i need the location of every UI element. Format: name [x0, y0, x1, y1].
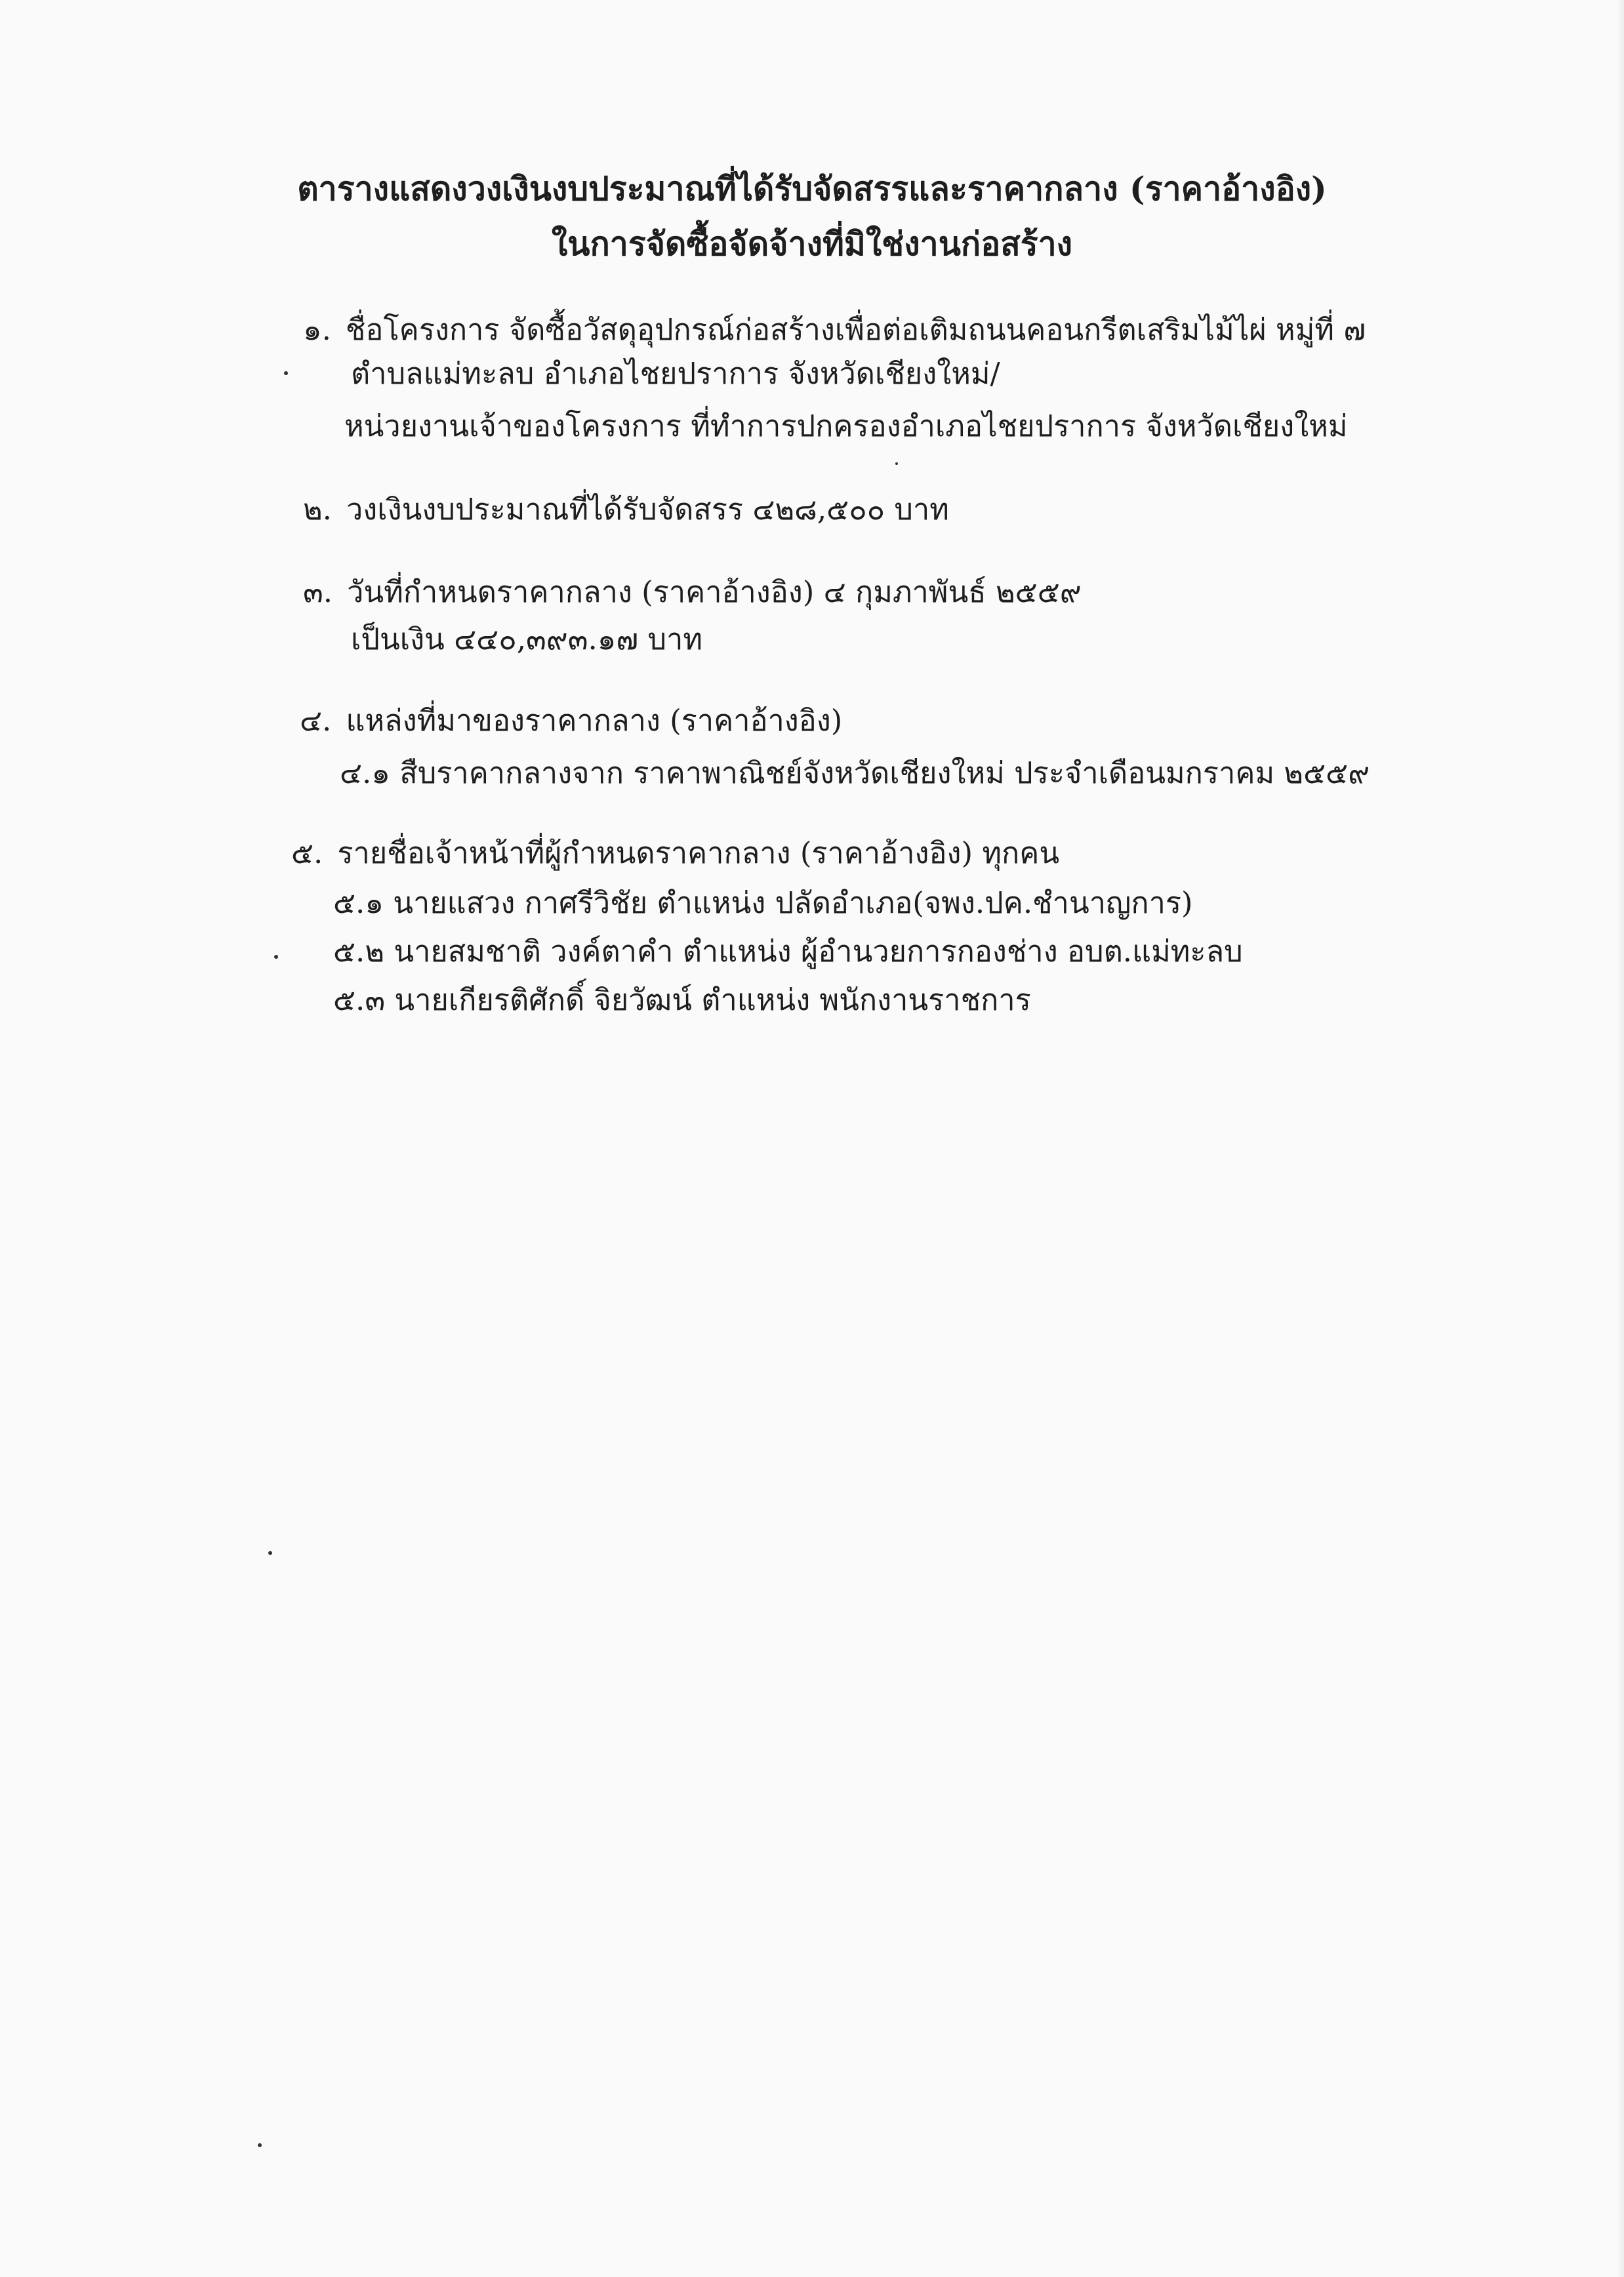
item-5-number: ๕.	[291, 836, 323, 870]
scan-speck	[895, 462, 898, 465]
item-4-row-1	[300, 702, 842, 740]
item-3-row-1	[303, 573, 1082, 611]
item-4-line-2: ๔.๑ สืบราคากลางจาก ราคาพาณิชย์จังหวัดเชียงใหม่ ประจำเดือนมกราคม ๒๕๕๙	[340, 756, 1370, 790]
item-1-row-1	[303, 311, 1366, 349]
item-1-line-2: ตำบลแม่ทะลบ อำเภอไชยปราการ จังหวัดเชียงใหม่/	[351, 356, 1000, 391]
scan-edge-shadow	[1617, 0, 1624, 2277]
document-title-line-1: ตารางแสดงวงเงินงบประมาณที่ได้รับจัดสรรและราคากลาง (ราคาอ้างอิง)	[297, 169, 1327, 208]
scan-speck	[268, 1551, 272, 1555]
item-3-line-1: วันที่กำหนดราคากลาง (ราคาอ้างอิง) ๔ กุมภาพันธ์ ๒๕๕๙	[347, 574, 1082, 609]
item-3-line-2: เป็นเงิน ๔๔๐,๓๙๓.๑๗ บาท	[351, 622, 703, 656]
item-3-number: ๓.	[303, 574, 333, 609]
item-5-line-1: รายชื่อเจ้าหน้าที่ผู้กำหนดราคากลาง (ราคาอ้างอิง) ทุกคน	[337, 836, 1060, 870]
item-4-line-1: แหล่งที่มาของราคากลาง (ราคาอ้างอิง)	[346, 703, 843, 738]
scan-speck	[274, 955, 278, 959]
item-2-row-1	[303, 491, 949, 529]
scan-speck	[258, 2143, 262, 2147]
item-1-line-1: ชื่อโครงการ จัดซื้อวัสดุอุปกรณ์ก่อสร้างเพื่อต่อเติมถนนคอนกรีตเสริมไม้ไผ่ หมู่ที่ ๗	[345, 312, 1366, 347]
item-1-line-3: หน่วยงานเจ้าของโครงการ ที่ทำการปกครองอำเภอไชยปราการ จังหวัดเชียงใหม่	[344, 409, 1348, 443]
item-5-official-3: ๕.๓ นายเกียรติศักดิ์ จิยวัฒน์ ตำแหน่ง พนักงานราชการ	[333, 982, 1031, 1017]
item-1-number: ๑.	[303, 312, 331, 347]
item-5-official-1: ๕.๑ นายแสวง กาศรีวิชัย ตำแหน่ง ปลัดอำเภอ(จพง.ปค.ชำนาญการ)	[333, 885, 1193, 920]
item-5-row-1	[291, 834, 1059, 872]
scan-speck	[284, 371, 288, 375]
item-2-line-1: วงเงินงบประมาณที่ได้รับจัดสรร ๔๒๘,๕๐๐ บาท	[346, 492, 949, 527]
item-2-number: ๒.	[303, 492, 332, 527]
document-title-line-2: ในการจัดซื้อจัดจ้างที่มิใช่งานก่อสร้าง	[551, 224, 1073, 263]
item-5-official-2: ๕.๒ นายสมชาติ วงค์ตาคำ ตำแหน่ง ผู้อำนวยการกองช่าง อบต.แม่ทะลบ	[333, 934, 1243, 969]
item-4-number: ๔.	[300, 703, 332, 738]
